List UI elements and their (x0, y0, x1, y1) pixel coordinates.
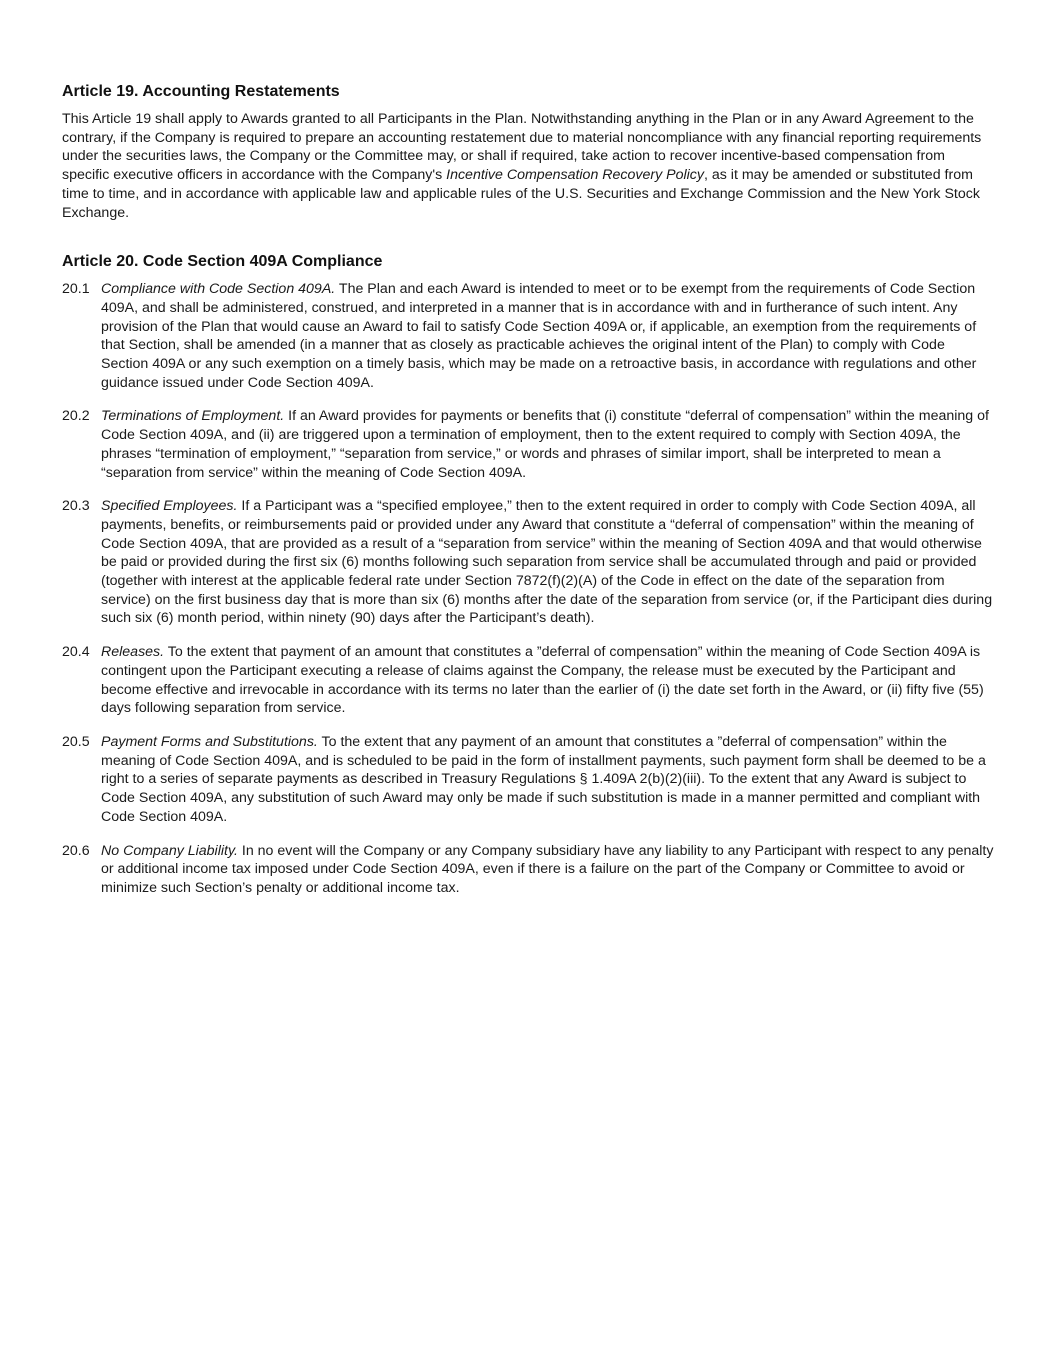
section-text: The Plan and each Award is intended to meet or to be exempt from the requirements of Code Section 409A, and shall be administered, construed, and interpreted in a manner that is in accordance with and in furtherance of such intent. Any provision of the Plan that would cause an Award to fail to satisfy Code Section 409A or, if applicable, an exemption from the requirements of that Section, shall be amended (in a manner that as closely as practicable achieves the original intent of the Plan) to comply with Code Section 409A or any such exemption on a timely basis, which may be made on a retroactive basis, in accordance with regulations and other guidance issued under Code Section 409A. (101, 281, 977, 391)
article-19-heading: Article 19. Accounting Restatements (62, 83, 340, 100)
article-19-text-start: This Article 19 shall apply to Awards granted to all Participants in the Plan. Notwithstanding anything in the Plan or in any Award Agreement to the contrary, if the Company is required to prepare an accounting restatement due to material noncompliance with any financial reporting requirements under the securities laws, the Company or the Committee may, or shall if required, take action to recover incentive-based compensation from specific executive officers in accordance with the Company's (62, 111, 982, 184)
section-number: 20.1 (62, 281, 90, 298)
section-20-4 (62, 643, 996, 718)
document-page (62, 82, 996, 928)
section-title: Terminations of Employment. (101, 408, 285, 425)
section-number: 20.3 (62, 498, 90, 515)
section-20-3 (62, 497, 996, 628)
section-title: No Company Liability. (101, 842, 238, 859)
section-20-2 (62, 407, 996, 482)
article-20-heading: Article 20. Code Section 409A Compliance (62, 253, 383, 271)
section-number: 20.6 (62, 842, 90, 859)
section-number: 20.4 (62, 644, 90, 661)
article-20 (62, 252, 996, 897)
article-19-paragraph (62, 110, 996, 222)
section-20-1 (62, 280, 996, 392)
section-text: If an Award provides for payments or benefits that (i) constitute “deferral of compensation” within the meaning of Code Section 409A, and (ii) are triggered upon a termination of employment, then to the extent required to comply with Section 409A, the phrases “termination of employment,” “separation from service,” or words and phrases of similar import, shall be interpreted to mean a “separation from service” within the meaning of Code Section 409A. (101, 408, 989, 481)
section-body (101, 407, 996, 482)
section-text: To the extent that any payment of an amount that constitutes a ”deferral of compensation” within the meaning of Code Section 409A, and is scheduled to be paid in the form of installment payments, such payment form shall be deemed to be a right to a series of separate payments as described in Treasury Regulations § 1.409A 2(b)(2)(iii). To the extent that any Award is subject to Code Section 409A, any substitution of such Award may only be made if such substitution is made in a manner permitted and compliant with Code Section 409A. (101, 733, 986, 825)
section-body (101, 497, 996, 628)
section-text: In no event will the Company or any Company subsidiary have any liability to any Participant with respect to any penalty or additional income tax imposed under Code Section 409A, even if there is a failure on the part of the Company or Committee to avoid or minimize such Section’s penalty or additional income tax. (101, 842, 994, 896)
article-19 (62, 82, 996, 222)
section-body (101, 842, 996, 898)
section-20-5 (62, 733, 996, 827)
section-text: To the extent that payment of an amount that constitutes a ”deferral of compensation” within the meaning of Code Section 409A is contingent upon the Participant executing a release of claims against the Company, the release must be executed by the Participant and become effective and irrevocable in accordance with its terms no later than the earlier of (i) the date set forth in the Award, or (ii) fifty five (55) days following separation from service. (101, 644, 984, 717)
section-body (101, 280, 996, 392)
article-19-text-end: , as it may be amended or substituted from time to time, and in accordance with applicable law and applicable rules of the U.S. Securities and Exchange Commission and the New York Stock Exchange. (62, 167, 980, 221)
section-title: Specified Employees. (101, 498, 238, 515)
section-body (101, 643, 996, 718)
article-19-policy-name: Incentive Compensation Recovery Policy (446, 167, 704, 184)
section-body (101, 733, 996, 827)
section-20-6 (62, 842, 996, 898)
section-title: Releases. (101, 644, 165, 661)
section-number: 20.2 (62, 408, 90, 425)
section-title: Payment Forms and Substitutions. (101, 733, 318, 750)
section-text: If a Participant was a “specified employee,” then to the extent required in order to comply with Code Section 409A, all payments, benefits, or reimbursements paid or provided under any Award that constitute a “deferral of compensation” within the meaning of Code Section 409A, that are provided as a result of a “separation from service” within the meaning of Section 409A and that would otherwise be paid or provided during the first six (6) months following such separation from service shall be accumulated through and paid or provided (together with interest at the applicable federal rate under Section 7872(f)(2)(A) of the Code in effect on the date of the separation from service) on the first business day that is more than six (6) months after the date of the separation from service (or, if the Participant dies during such six (6) month period, within ninety (90) days after the Participant’s death). (101, 498, 993, 627)
section-title: Compliance with Code Section 409A. (101, 281, 336, 298)
section-number: 20.5 (62, 733, 90, 750)
